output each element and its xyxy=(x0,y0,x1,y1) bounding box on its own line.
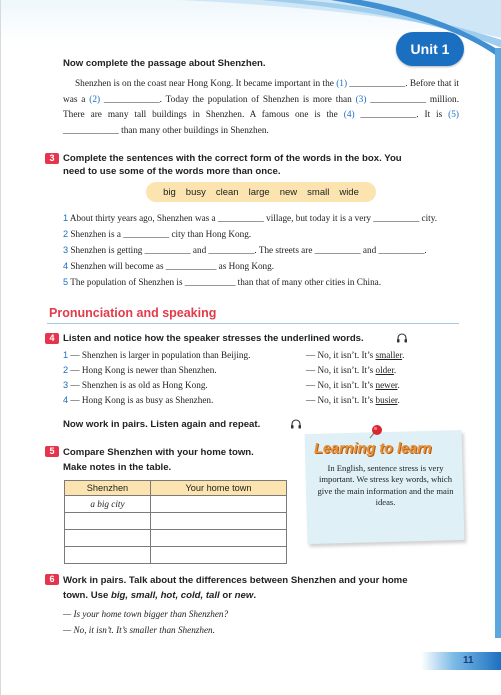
right-margin-stripe xyxy=(495,48,501,638)
item-number: 1 xyxy=(63,213,69,223)
pairs-instruction: Now work in pairs. Listen again and repeat. xyxy=(63,419,261,430)
word: clean xyxy=(215,186,239,198)
sentence-item xyxy=(63,212,437,224)
word-box xyxy=(146,182,376,202)
item-number: 3 xyxy=(63,380,69,390)
table-cell[interactable] xyxy=(65,547,151,564)
heading-fragment: or xyxy=(219,590,235,601)
answer-end: . xyxy=(397,380,400,390)
blank-number: (4) xyxy=(343,110,355,121)
answer-end: . xyxy=(402,350,405,360)
passage-sentence: Shenzhen is on the coast near Hong Kong. It became important in the xyxy=(75,79,337,89)
example-answer: — No, it isn’t. It’s smaller than Shenzhen. xyxy=(63,625,215,635)
table-cell[interactable] xyxy=(65,513,151,530)
question-text: — Shenzhen is as old as Hong Kong. xyxy=(70,380,208,390)
question-text: — Hong Kong is as busy as Shenzhen. xyxy=(70,395,214,405)
section-title: Pronunciation and speaking xyxy=(49,306,217,320)
sentence-item xyxy=(63,244,427,256)
item-number: 5 xyxy=(63,277,69,287)
stressed-word: busier xyxy=(375,395,398,405)
sentence-text: About thirty years ago, Shenzhen was a __________ village, but today it is a very __________ city. xyxy=(69,213,438,223)
answer-prefix: — No, it isn’t. It’s xyxy=(306,380,376,390)
exercise-3-heading xyxy=(63,152,402,178)
blank-number: (2) xyxy=(89,94,101,105)
exercise-number: 4 xyxy=(45,333,59,344)
blank-number: (1) xyxy=(336,79,348,89)
word: small xyxy=(307,186,330,198)
section-divider xyxy=(47,323,459,324)
exercise-number: 6 xyxy=(45,574,59,585)
word: busy xyxy=(185,186,206,198)
item-number: 3 xyxy=(63,245,69,255)
exercise-5-heading xyxy=(63,445,254,475)
answer-prefix: — No, it isn’t. It’s xyxy=(306,395,376,405)
answer-text xyxy=(306,349,404,361)
table-cell[interactable] xyxy=(150,547,286,564)
sentence-text: The population of Shenzhen is ___________ than that of many other cities in China. xyxy=(70,277,382,287)
exercise-number: 3 xyxy=(45,153,59,164)
passage-sentence: . It is xyxy=(416,110,449,121)
word-list: big, small, hot, cold, tall xyxy=(110,590,220,601)
passage-text: Shenzhen is on the coast near Hong Kong. It became important in the (1) ____________. Before that it was a (2) ____________. Today the population of Shenzhen is more than (3) ____________ million. There are many tall buildings in Shenzhen. A famous one is the (4) ____________. It is (5) ____________ than many other buildings in Shenzhen. xyxy=(63,79,460,136)
sentence-item xyxy=(63,276,381,288)
sentence-text: Shenzhen is getting __________ and __________. The streets are __________ and __________. xyxy=(70,245,427,255)
column-header: Shenzhen xyxy=(65,481,151,496)
item-number: 4 xyxy=(63,395,69,405)
table-cell[interactable] xyxy=(150,513,286,530)
heading-line: Work in pairs. Talk about the differences between Shenzhen and your home xyxy=(63,575,408,586)
heading-line: need to use some of the words more than once. xyxy=(63,166,281,177)
answer-text xyxy=(306,394,400,406)
stressed-word: older xyxy=(375,365,394,375)
footer-band xyxy=(421,652,501,670)
item-number: 2 xyxy=(63,229,69,239)
item-number: 2 xyxy=(63,365,69,375)
word: big xyxy=(163,186,176,198)
exercise-4-heading: Listen and notice how the speaker stresses the underlined words. xyxy=(63,333,364,344)
sentence-text: Shenzhen will become as ___________ as Hong Kong. xyxy=(70,261,275,271)
exercise-6-heading xyxy=(63,573,459,603)
answer-end: . xyxy=(397,395,400,405)
example-question: — Is your home town bigger than Shenzhen? xyxy=(63,609,229,619)
answer-end: . xyxy=(393,365,397,375)
page-number: 11 xyxy=(463,655,474,666)
stressed-word: newer xyxy=(375,380,398,390)
headphones-icon[interactable] xyxy=(290,418,302,430)
sentence-item xyxy=(63,260,274,272)
passage-sentence: . Today the population of Shenzhen is more than xyxy=(159,94,356,105)
heading-line xyxy=(63,588,459,603)
passage-sentence: . Before that it was a xyxy=(63,79,459,105)
blank-number: (5) xyxy=(448,110,459,121)
exercise-number: 5 xyxy=(45,446,59,457)
answer-prefix: — No, it isn’t. It’s xyxy=(306,365,376,375)
answer-text xyxy=(306,364,396,376)
passage-heading: Now complete the passage about Shenzhen. xyxy=(63,58,266,69)
table-cell[interactable] xyxy=(150,496,286,513)
item-number: 4 xyxy=(63,261,69,271)
headphones-icon[interactable] xyxy=(396,332,408,344)
unit-badge: Unit 1 xyxy=(396,32,464,66)
dialogue-item xyxy=(63,394,213,406)
dialogue-item xyxy=(63,379,208,391)
learning-body: In English, sentence stress is very important. We stress key words, which give the main information and the main ideas. xyxy=(317,463,454,507)
word: new xyxy=(279,186,298,198)
stressed-word: smaller xyxy=(375,350,403,360)
word: wide xyxy=(339,186,359,198)
word: large xyxy=(248,186,270,198)
sentence-text: Shenzhen is a __________ city than Hong Kong. xyxy=(70,229,252,239)
answer-prefix: — No, it isn’t. It’s xyxy=(306,350,376,360)
dialogue-item xyxy=(63,349,250,361)
table-cell[interactable] xyxy=(65,530,151,547)
passage-sentence: million. There are many tall buildings in Shenzhen. A famous one is the xyxy=(63,94,460,121)
heading-line: Compare Shenzhen with your home town. xyxy=(63,447,254,458)
passage-sentence: than many other buildings in Shenzhen. xyxy=(118,125,269,136)
table-cell: a big city xyxy=(65,496,151,513)
heading-line: Complete the sentences with the correct form of the words in the box. You xyxy=(63,153,402,164)
notes-table xyxy=(64,480,287,564)
sentence-item xyxy=(63,228,251,240)
blank-number: (3) xyxy=(355,94,367,105)
heading-fragment: town. Use xyxy=(63,590,111,601)
question-text: — Hong Kong is newer than Shenzhen. xyxy=(70,365,217,375)
table-cell[interactable] xyxy=(150,530,286,547)
question-text: — Shenzhen is larger in population than Beijing. xyxy=(70,350,251,360)
word-list: new xyxy=(234,590,254,601)
heading-fragment: . xyxy=(253,590,257,601)
learning-title: Learning to learn xyxy=(314,441,432,457)
dialogue-item xyxy=(63,364,217,376)
answer-text xyxy=(306,379,400,391)
item-number: 1 xyxy=(63,350,69,360)
heading-line: Make notes in the table. xyxy=(63,462,172,473)
column-header: Your home town xyxy=(150,481,286,496)
